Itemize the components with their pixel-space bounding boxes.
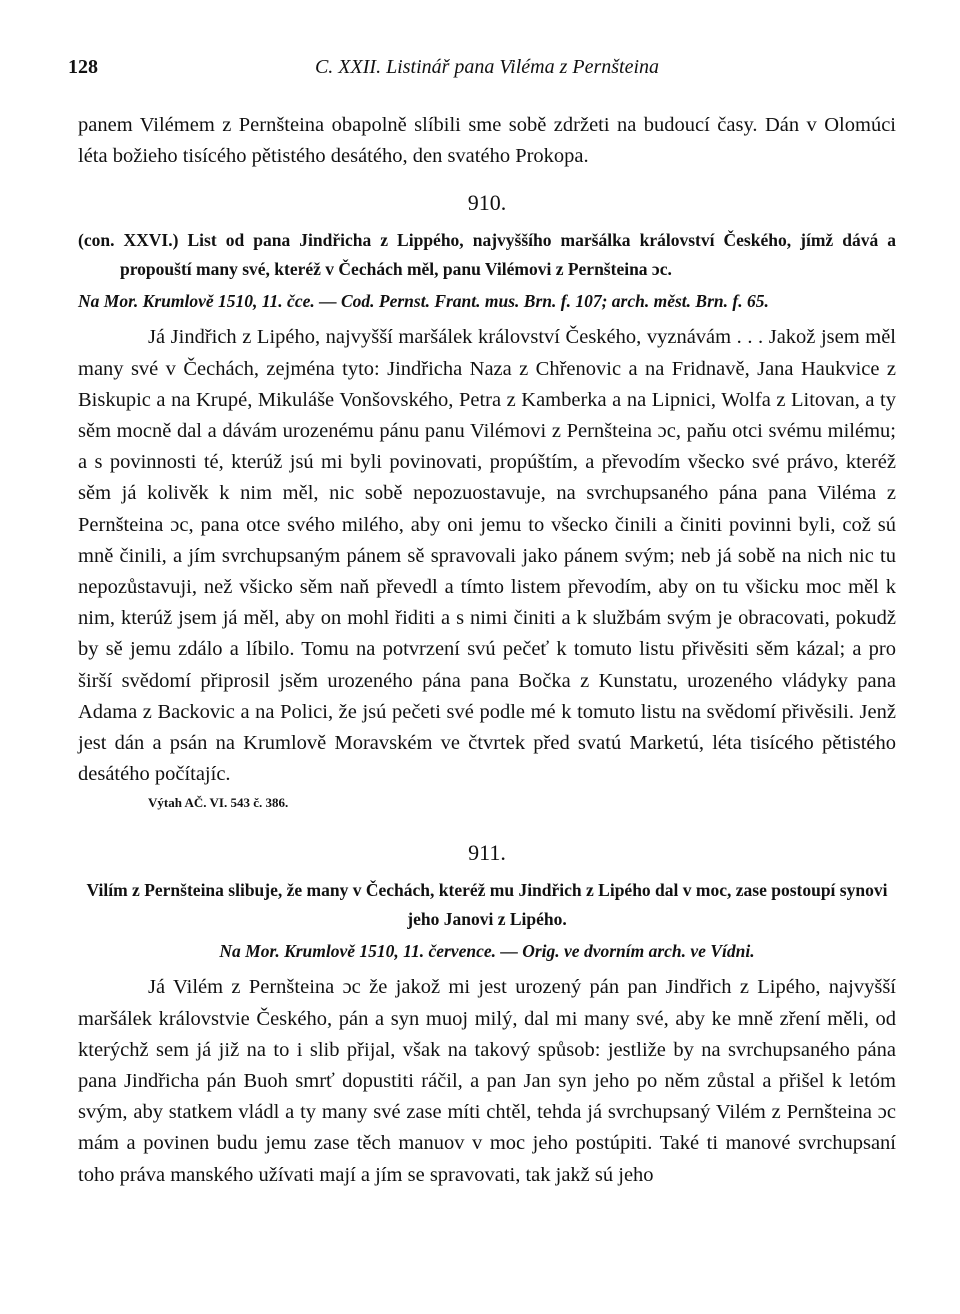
page-number: 128 [68, 56, 98, 78]
document-source-911: Na Mor. Krumlově 1510, 11. července. — Orig. ve dvorním arch. ve Vídni. [219, 941, 755, 962]
document-regest-911: Vilím z Pernšteina slibuje, že many v Čechách, kteréž mu Jindřich z Lipého dal v moc, zase postoupí synovi jeho Janovi z Lipého. [86, 880, 888, 930]
running-title: C. XXII. Listinář pana Viléma z Pernšteina [314, 56, 660, 78]
page-header [68, 56, 896, 88]
document-source-910: Na Mor. Krumlově 1510, 11. čce. — Cod. Pernst. Frant. mus. Brn. f. 107; arch. měst. Brn. f. 65. [78, 291, 769, 312]
document-regest-910: (con. XXVI.) List od pana Jindřicha z Lippého, najvyššího maršálka království Českého, jímž dává a propouští many své, kteréž v Čechách měl, panu Vilémovi z Pernšteina ɔc. [78, 230, 896, 280]
document-text-910: Já Jindřich z Lipého, najvyšší maršálek království Českého, vyznávám . . . Jakož jsem měl many své v Čechách, zejména tyto: Jindřicha Naza z Chřenovic a na Fridnavě, Jana Haukvice z Biskupic a na Krupé, Mikuláše Vonšovského, Petra z Kamberka a na Lipnici, Wolfa z Litovan, a ty sěm mocně dal a dávám urozenému pánu panu Vilémovi z Pernšteina ɔc, paňu otci svému milému; a s povinnosti té, kterúž jsú mi byli povinovati, propúštím, a převodím všecko své právo, kteréž sěm já kolivěk k nim měl, nic sobě nepozuostavuje, na svrchupsaného pána pana Viléma z Pernšteina ɔc, pana otce svého milého, aby oni jemu to všecko činili a činiti povinni byli, což sú mně činili, a jím svrchupsaným pánem sě spravovali jako pánem svým; neb já sobě na nich nic tu nepozůstavuji, než všicko sěm naň převedl a tímto listem převodím, aby on tu všicku moc měl k nim, kterúž jsem já měl, aby on mohl řiditi a s nimi činiti a k službám svým je obracovati, pokudž by sě jemu zdálo a líbilo. Tomu na potvrzení svú pečeť k tomuto listu přivěsiti sěm kázal; a pro širší svědomí připrosil jsěm urozeného pána pana Bočka z Kunstatu, urozeného vládyky pana Adama z Backovic a na Polici, že jsú pečeti své podle mé k tomuto listu na svědomí přivěsili. Jenž jest dán a psán na Krumlově Moravském ve čtvrtek před svatú Marketú, léta tisícého pětistého desátého počítajíc. [78, 326, 896, 786]
document-text-911: Já Vilém z Pernšteina ɔc že jakož mi jest urozený pán pan Jindřich z Lipého, najvyšší maršálek královstvie Českého, pán a syn muoj milý, dal mi many své, aby ke mně zření měli, od kterýchž sem já již na to i slib přijal, však na takový spůsob: jestliže by na svrchupsaného pána pana Jindřicha pán Buoh smrť dopustiti ráčil, a pan Jan syn jeho po něm zůstal a přišel k letóm svým, aby statkem vládl a ty many své zase míti chtěl, tehda já svrchupsaný Vilém z Pernšteina ɔc mám a povinen budu jemu zase těch manuov v moc jeho postúpiti. Také ti manové svrchupsaní toho práva manského užívati mají a jím se spravovati, tak jakž sú jeho [78, 976, 896, 1186]
document-number-910: 910. [467, 190, 507, 216]
document-number-911: 911. [468, 840, 506, 866]
continuation-paragraph: panem Vilémem z Pernšteina obapolně slíbili sme sobě zdržeti na budoucí časy. Dán v Olomúci léta božieho tisícého pětistého desátého, den svatého Prokopa. [78, 114, 896, 168]
document-note-910: Výtah AČ. VI. 543 č. 386. [148, 795, 289, 811]
book-page [68, 56, 896, 1191]
